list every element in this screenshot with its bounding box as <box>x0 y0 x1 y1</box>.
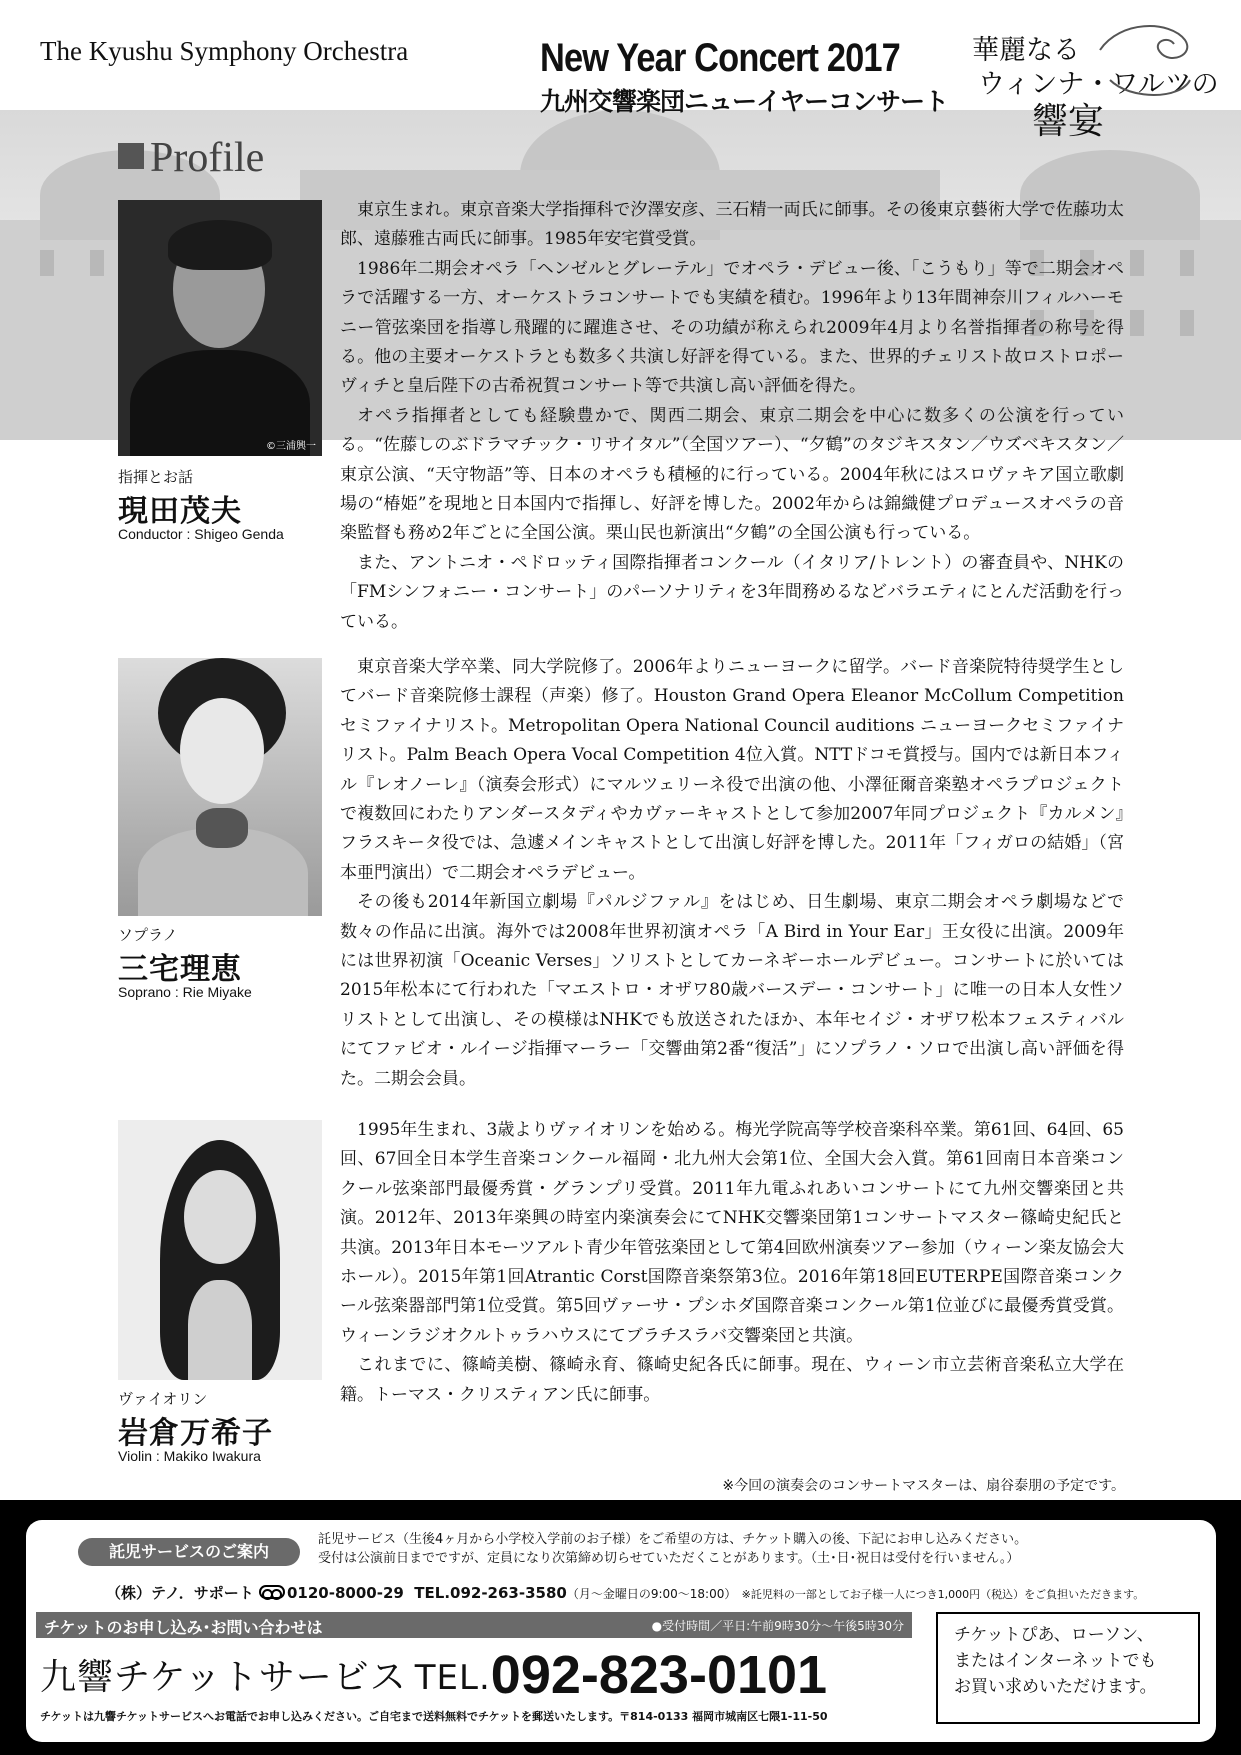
conductor-bio <box>340 196 1124 637</box>
profile-heading <box>118 134 264 182</box>
profile-english-name: Soprano : Rie Miyake <box>118 984 252 1000</box>
bio-paragraph: その後も2014年新国立劇場『パルジファル』をはじめ、日生劇場、東京二期会オペラ劇場などで数々の作品に出演。海外では2008年世界初演オペラ「A Bird in Your Ear」王女役に出演。2009年には世界初演「Oceanic Verses」ソリストとしてカーネギーホールデビュー。コンサートに於いては2015年松本にて行われた「マエストロ・オザワ80歳バースデー・コンサート」に唯一の日本人女性ソリストとして出演し、その模様はNHKでも放送されたほか、本年セイジ・オザワ松本フェスティバルにてファビオ・ルイージ指揮マーラー「交響曲第2番“復活”」にソプラノ・ソロで出演し高い評価を得た。二期会会員。 <box>340 892 1125 1089</box>
soprano-bio <box>340 653 1124 1094</box>
care-freedial[interactable]: 0120-8000-29 <box>287 1584 404 1602</box>
outlets-line: お買い求めいただけます。 <box>954 1677 1157 1697</box>
conductor-photo <box>118 200 322 456</box>
ticket-heading-bar <box>36 1612 912 1638</box>
care-fee-note: ※託児料の一部としてお子様一人につき1,000円（税込）をご負担いただきます。 <box>741 1588 1145 1601</box>
freedial-icon <box>259 1585 285 1599</box>
ticket-service <box>40 1644 827 1706</box>
soprano-photo <box>118 658 322 916</box>
childcare-line: 託児サービス（生後4ヶ月から小学校入学前のお子様）をご希望の方は、チケット購入の後、下記にお申し込みください。 <box>318 1532 1028 1547</box>
bio-paragraph: 1986年二期会オペラ「ヘンゼルとグレーテル」でオペラ・デビュー後、「こうもり」等で二期会オペラで活躍する一方、オーケストラコンサートでも実績を積む。1996年より13年間神奈川フィルハーモニー管弦楽団を指導し飛躍的に躍進させ、その功績が称えられ2009年4月より名誉指揮者の称号を得る。他の主要オーケストラとも数多く共演し好評を得ている。また、世界的チェリスト故ロストロポーヴィチと皇后陛下の古希祝賀コンサート等で共演し高い評価を得た。 <box>340 258 1124 397</box>
ticket-outlets-box <box>936 1612 1200 1724</box>
profile-heading-text: Profile <box>150 135 265 181</box>
care-tel[interactable]: TEL.092-263-3580 <box>414 1584 567 1602</box>
bio-paragraph: 1995年生まれ、3歳よりヴァイオリンを始める。梅光学院高等学校音楽科卒業。第61回、64回、65回、67回全日本学生音楽コンクール福岡・北九州大会第1位、全国大会入賞。第61回南日本音楽コンクール弦楽部門最優秀賞・グランプリ受賞。2011年九電ふれあいコンサートにて九州交響楽団と共演。2012年、2013年楽興の時室内楽演奏会にてNHK交響楽団第1コンサートマスター篠崎史紀氏と共演。2013年日本モーツアルト青少年管弦楽団として第4回欧州演奏ツアー参加（ウィーン楽友協会大ホール）。2015年第1回Atrantic Corst国際音楽祭第3位。2016年第18回EUTERPE国際音楽コンクール弦楽器部門第1位受賞。第5回ヴァーサ・プシホダ国際音楽コンクール第1位並びに最優秀賞受賞。ウィーンラジオクルトゥラハウスにてブラチスラバ交響楽団と共演。 <box>340 1120 1124 1346</box>
bio-paragraph: これまでに、篠崎美樹、篠崎永育、篠崎史紀各氏に師事。現在、ウィーン市立芸術音楽私立大学在籍。トーマス・クリスティアン氏に師事。 <box>340 1355 1124 1405</box>
orchestra-name: The Kyushu Symphony Orchestra <box>40 36 409 66</box>
profile-name: 岩倉万希子 <box>118 1416 273 1451</box>
ornament-swirl-icon <box>1090 20 1200 110</box>
profile-role: 指揮とお話 <box>118 468 194 486</box>
ticket-service-name: 九響チケットサービス <box>40 1657 407 1698</box>
outlets-line: またはインターネットでも <box>954 1651 1157 1671</box>
tagline-line-1: 華麗なる <box>972 35 1080 66</box>
ticket-tel-label: TEL. <box>414 1658 491 1698</box>
photo-credit: ©三浦興一 <box>266 441 316 452</box>
bio-paragraph: 東京音楽大学卒業、同大学院修了。2006年よりニューヨークに留学。バード音楽院特待奨学生としてバード音楽院修士課程（声楽）修了。Houston Grand Opera Eleanor McCollum Competition セミファイナリスト。Metropolitan Opera National Council auditions ニューヨークセミファイナリスト。Palm Beach Opera Vocal Competition 4位入賞。NTTドコモ賞授与。国内では新日本フィル『レオノーレ』（演奏会形式）にマルツェリーネ役で出演の他、小澤征爾音楽塾オペラプロジェクトで複数回にわたりアンダースタディやカヴァーキャストとして参加2007年同プロジェクト『カルメン』フラスキータ役では、急遽メインキャストとして出演し好評を博した。2011年「フィガロの結婚」（宮本亜門演出）で二期会オペラデビュー。 <box>340 657 1124 883</box>
bio-paragraph: また、アントニオ・ペドロッティ国際指揮者コンクール（イタリア/トレント）の審査員や、NHKの「FMシンフォニー・コンサート」のパーソナリティを3年間務めるなどバラエティにとんだ活動を行っている。 <box>340 552 1124 632</box>
profile-name: 現田茂夫 <box>118 494 242 529</box>
childcare-text <box>318 1530 1027 1568</box>
concert-title: New Year Concert 2017 <box>540 36 900 80</box>
concertmaster-note: ※今回の演奏会のコンサートマスターは、扇谷泰朋の予定です。 <box>722 1478 1125 1494</box>
childcare-line: 受付は公演前日までですが、定員になり次第締め切らせていただくことがあります。（土･日･祝日は受付を行いません。） <box>318 1551 1020 1566</box>
ticket-tel-number[interactable]: 092-823-0101 <box>490 1645 828 1705</box>
profile-role: ソプラノ <box>118 926 178 944</box>
ticket-note: チケットは九響チケットサービスへお電話でお申し込みください。ご自宅まで送料無料でチケットを郵送いたします。〒814-0133 福岡市城南区七隈1-11-50 <box>40 1710 828 1723</box>
childcare-label: 託児サービスのご案内 <box>78 1538 300 1566</box>
ticket-hours: ●受付時間／平日:午前9時30分～午後5時30分 <box>651 1619 904 1633</box>
violinist-photo <box>118 1120 322 1380</box>
bio-paragraph: オペラ指揮者としても経験豊かで、関西二期会、東京二期会を中心に数多くの公演を行っている。“佐藤しのぶドラマチック・リサイタル”（全国ツアー）、“夕鶴”のタジキスタン／ウズベキスタン／東京公演、“天守物語”等、日本のオペラも積極的に行っている。2004年秋にはスロヴァキア国立歌劇場の“椿姫”を現地と日本国内で指揮し、好評を博した。2002年からは錦織健プロデュースオペラの音楽監督も務め2年ごとに全国公演。栗山民也新演出“夕鶴”の全国公演も行っている。 <box>340 405 1124 544</box>
care-hours: （月～金曜日の9:00～18:00） <box>566 1587 737 1601</box>
childcare-contact <box>106 1582 1144 1603</box>
care-company: （株）テノ．サポート <box>106 1584 254 1602</box>
outlets-line: チケットぴあ、ローソン、 <box>954 1625 1154 1645</box>
violinist-bio <box>340 1116 1124 1410</box>
profile-name: 三宅理恵 <box>118 952 242 987</box>
ticket-heading: チケットのお申し込み･お問い合わせは <box>44 1618 323 1637</box>
concert-subtitle: 九州交響楽団ニューイヤーコンサート <box>540 87 949 116</box>
bio-paragraph: 東京生まれ。東京音楽大学指揮科で汐澤安彦、三石精一両氏に師事。その後東京藝術大学で佐藤功太郎、遠藤雅古両氏に師事。1985年安宅賞受賞。 <box>340 200 1124 250</box>
profile-role: ヴァイオリン <box>118 1390 208 1408</box>
square-bullet-icon <box>118 143 144 169</box>
profile-english-name: Violin : Makiko Iwakura <box>118 1448 261 1464</box>
tagline-line-2: ウィンナ・ワルツの <box>978 69 1219 100</box>
profile-english-name: Conductor : Shigeo Genda <box>118 526 284 542</box>
tagline-line-3: 響宴 <box>1032 101 1105 142</box>
